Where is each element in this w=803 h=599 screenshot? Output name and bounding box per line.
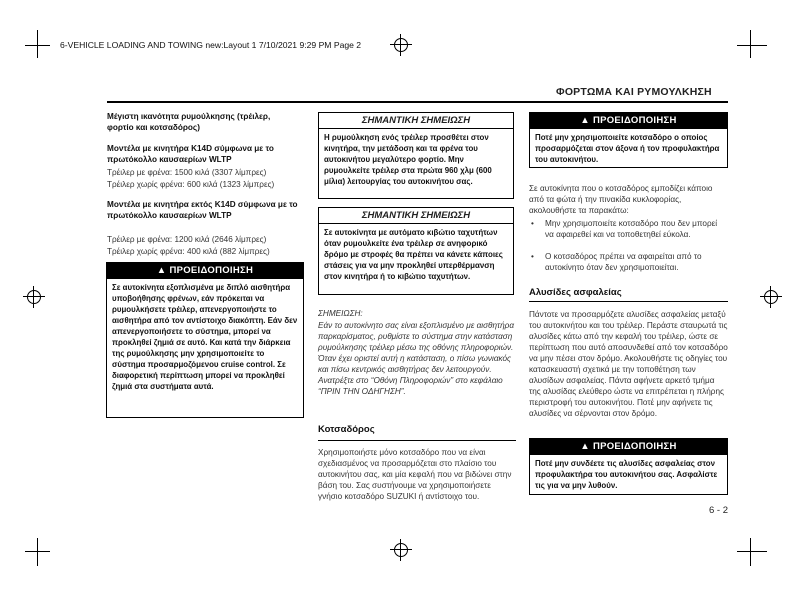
other-braked-trailer: Τρέιλερ με φρένα: 1200 κιλά (2646 λίμπρες) bbox=[107, 235, 267, 244]
section-rule bbox=[318, 440, 516, 441]
other-models-title: Μοντέλα με κινητήρα εκτός K14D σύμφωνα με το πρωτόκολλο καυσαερίων WLTP bbox=[107, 200, 298, 220]
other-unbraked-trailer: Τρέιλερ χωρίς φρένα: 400 κιλά (882 λίμπρες) bbox=[107, 247, 270, 256]
section-title-hitch: Κοτσαδόρος bbox=[318, 424, 375, 435]
note-body: Σε αυτοκίνητα με αυτόματο κιβώτιο ταχυτήτων όταν ρυμουλκείτε ένα τρέιλερ σε ανηφορικό δρόμο με στροφές θα πρέπει να κάνετε κάποιες στάσεις για να μην προκληθεί υπερθέρμανση στον κινητήρα ή το κιβώτιο ταχυτήτων. bbox=[324, 228, 503, 281]
bullet-item: Μην χρησιμοποιείτε κοτσαδόρο που δεν μπορεί να αφαιρεθεί και να τοποθετηθεί εύκολα. bbox=[545, 219, 718, 239]
warning-body: Ποτέ μην συνδέετε τις αλυσίδες ασφαλείας στον προφυλακτήρα του αυτοκινήτου σας. Ασφαλίστε τις για να μην λυθούν. bbox=[535, 459, 718, 490]
registration-mark-right-icon bbox=[760, 286, 782, 308]
important-note-box-1 bbox=[318, 112, 514, 199]
k14d-unbraked-trailer: Τρέιλερ χωρίς φρένα: 600 κιλά (1323 λίμπρες) bbox=[107, 180, 275, 189]
crop-mark-icon bbox=[750, 30, 751, 58]
header-rule bbox=[107, 101, 728, 103]
remark-body: Εάν το αυτοκίνητο σας είναι εξοπλισμένο με αισθητήρα παρκαρίσματος, ρυθμίστε το σύστημα στην κατάσταση ρυμούλκησης τρέιλερ μέσω της οθόνης πληροφοριών. Όταν έχει οριστεί αυτή η κατάσταση, ο πίσω γωνιακός και πίσω κεντρικός αισθητήρας δεν λειτουργούν. Ανατρέξτε στο “Οθόνη Πληροφοριών” στο κεφάλαιο “ΠΡΙΝ ΤΗΝ ΟΔΗΓΗΣΗ”. bbox=[318, 321, 514, 396]
hitch-body: Χρησιμοποιήστε μόνο κοτσαδόρο που να είναι σχεδιασμένος να προσαρμόζεται στο πλαίσιο του αυτοκινήτου σας, και μία κεφαλή που να βιδώνει στην βάση του. Σας συστήνουμε να χρησιμοποιήσετε γνήσιο κοτσαδόρο SUZUKI ή αντίστοιχο του. bbox=[318, 448, 512, 501]
warning-box-bumper-hitch bbox=[529, 112, 728, 168]
registration-mark-top-icon bbox=[390, 34, 412, 56]
crop-mark-icon bbox=[25, 45, 50, 46]
warning-header: ▲ ΠΡΟΕΙΔΟΠΟΙΗΣΗ bbox=[530, 439, 727, 455]
warning-body: Σε αυτοκίνητα εξοπλισμένα με διπλό αισθητήρα υποβοήθησης φρένων, εάν πρόκειται να ρυμουλκήσετε τρέιλερ, απενεργοποιήστε το αισθητήρα από τον αντίστοιχο διακόπτη. Εάν δεν απενεργοποιήσετε το σύστημα, μπορεί να προκληθεί ζημιά σε αυτό. Και κατά την διάρκεια της ρυμούλκησης μην χρησιμοποιείτε το σύστημα προσαρμοζόμενου cruise control. Σε διαφορετική περίπτωση μπορεί να προκληθεί ζημιά στα συστήματα αυτά. bbox=[112, 283, 298, 391]
page-title: ΦΟΡΤΩΜΑ ΚΑΙ ΡΥΜΟΥΛΚΗΣΗ bbox=[556, 86, 712, 98]
crop-mark-icon bbox=[750, 538, 751, 566]
print-slug: 6-VEHICLE LOADING AND TOWING new:Layout 1 7/10/2021 9:29 PM Page 2 bbox=[60, 40, 362, 50]
warning-box-safety-chains bbox=[529, 438, 728, 495]
bullet-icon: • bbox=[531, 252, 534, 261]
warning-body: Ποτέ μην χρησιμοποιείτε κοτσαδόρο ο οποίος προσαρμόζεται στον άξονα ή τον προφυλακτήρα του αυτοκινήτου. bbox=[535, 133, 720, 164]
note-header: ΣΗΜΑΝΤΙΚΗ ΣΗΜΕΙΩΣΗ bbox=[319, 113, 513, 129]
bullet-icon: • bbox=[531, 219, 534, 228]
important-note-box-2 bbox=[318, 207, 514, 295]
section-rule bbox=[529, 301, 728, 302]
warning-header: ▲ ΠΡΟΕΙΔΟΠΟΙΗΣΗ bbox=[107, 263, 303, 279]
warning-header: ▲ ΠΡΟΕΙΔΟΠΟΙΗΣΗ bbox=[530, 113, 727, 129]
k14d-braked-trailer: Τρέιλερ με φρένα: 1500 κιλά (3307 λίμπρες) bbox=[107, 168, 267, 177]
note-header: ΣΗΜΑΝΤΙΚΗ ΣΗΜΕΙΩΣΗ bbox=[319, 208, 513, 224]
crop-mark-icon bbox=[37, 30, 38, 58]
registration-mark-left-icon bbox=[23, 286, 45, 308]
warning-box-brake-sensor bbox=[106, 262, 304, 418]
page-number: 6 - 2 bbox=[709, 505, 729, 516]
registration-mark-bottom-icon bbox=[390, 539, 412, 561]
remark-label: ΣΗΜΕΙΩΣΗ: bbox=[318, 309, 363, 318]
crop-mark-icon bbox=[737, 551, 767, 552]
crop-mark-icon bbox=[37, 538, 38, 566]
towing-capacity-title: Μέγιστη ικανότητα ρυμούλκησης (τρέιλερ, φορτίο και κοτσαδόρος) bbox=[107, 112, 271, 132]
crop-mark-icon bbox=[25, 551, 50, 552]
k14d-models-title: Μοντέλα με κινητήρα K14D σύμφωνα με το πρωτόκολλο καυσαερίων WLTP bbox=[107, 144, 274, 164]
safety-chains-body: Πάντοτε να προσαρμόζετε αλυσίδες ασφαλείας μεταξύ του αυτοκινήτου και του τρέιλερ. Περάστε σταυρωτά τις αλυσίδες κάτω από την κεφαλή του τρέιλερ, ώστε σε περίπτωση που αυτό αποσυνδεθεί από τον κοτσαδόρο να μην πέσει στον δρόμο. Ακολουθήστε τις οδηγίες του κατασκευαστή σχετικά με την τοποθέτηση των αλυσίδων ασφαλείας. Πάντα αφήνετε αρκετό τμήμα της αλυσίδας ελεύθερο ώστε να επιτρέπεται η πλήρης περιστροφή του αυτοκινήτου. Ποτέ μην αφήνετε τις αλυσίδες να σέρνονται στον δρόμο. bbox=[529, 310, 728, 418]
section-title-safety-chains: Αλυσίδες ασφαλείας bbox=[529, 287, 622, 298]
note-body: Η ρυμούλκηση ενός τρέιλερ προσθέτει στον κινητήρα, την μετάδοση και τα φρένα του αυτοκινήτου μεγαλύτερο φορτίο. Μην ρυμουλκείτε τρέιλερ στα πρώτα 960 χλμ (600 μίλια) λειτουργίας του αυτοκινήτου σας. bbox=[324, 133, 492, 186]
hitch-lights-intro: Σε αυτοκίνητα που ο κοτσαδόρος εμποδίζει κάποιο από τα φώτα ή την πινακίδα κυκλοφορίας, ακολουθήστε τα παρακάτω: bbox=[529, 184, 713, 215]
bullet-item: Ο κοτσαδόρος πρέπει να αφαιρείται από το αυτοκίνητο όταν δεν χρησιμοποιείται. bbox=[545, 252, 702, 272]
crop-mark-icon bbox=[737, 45, 767, 46]
